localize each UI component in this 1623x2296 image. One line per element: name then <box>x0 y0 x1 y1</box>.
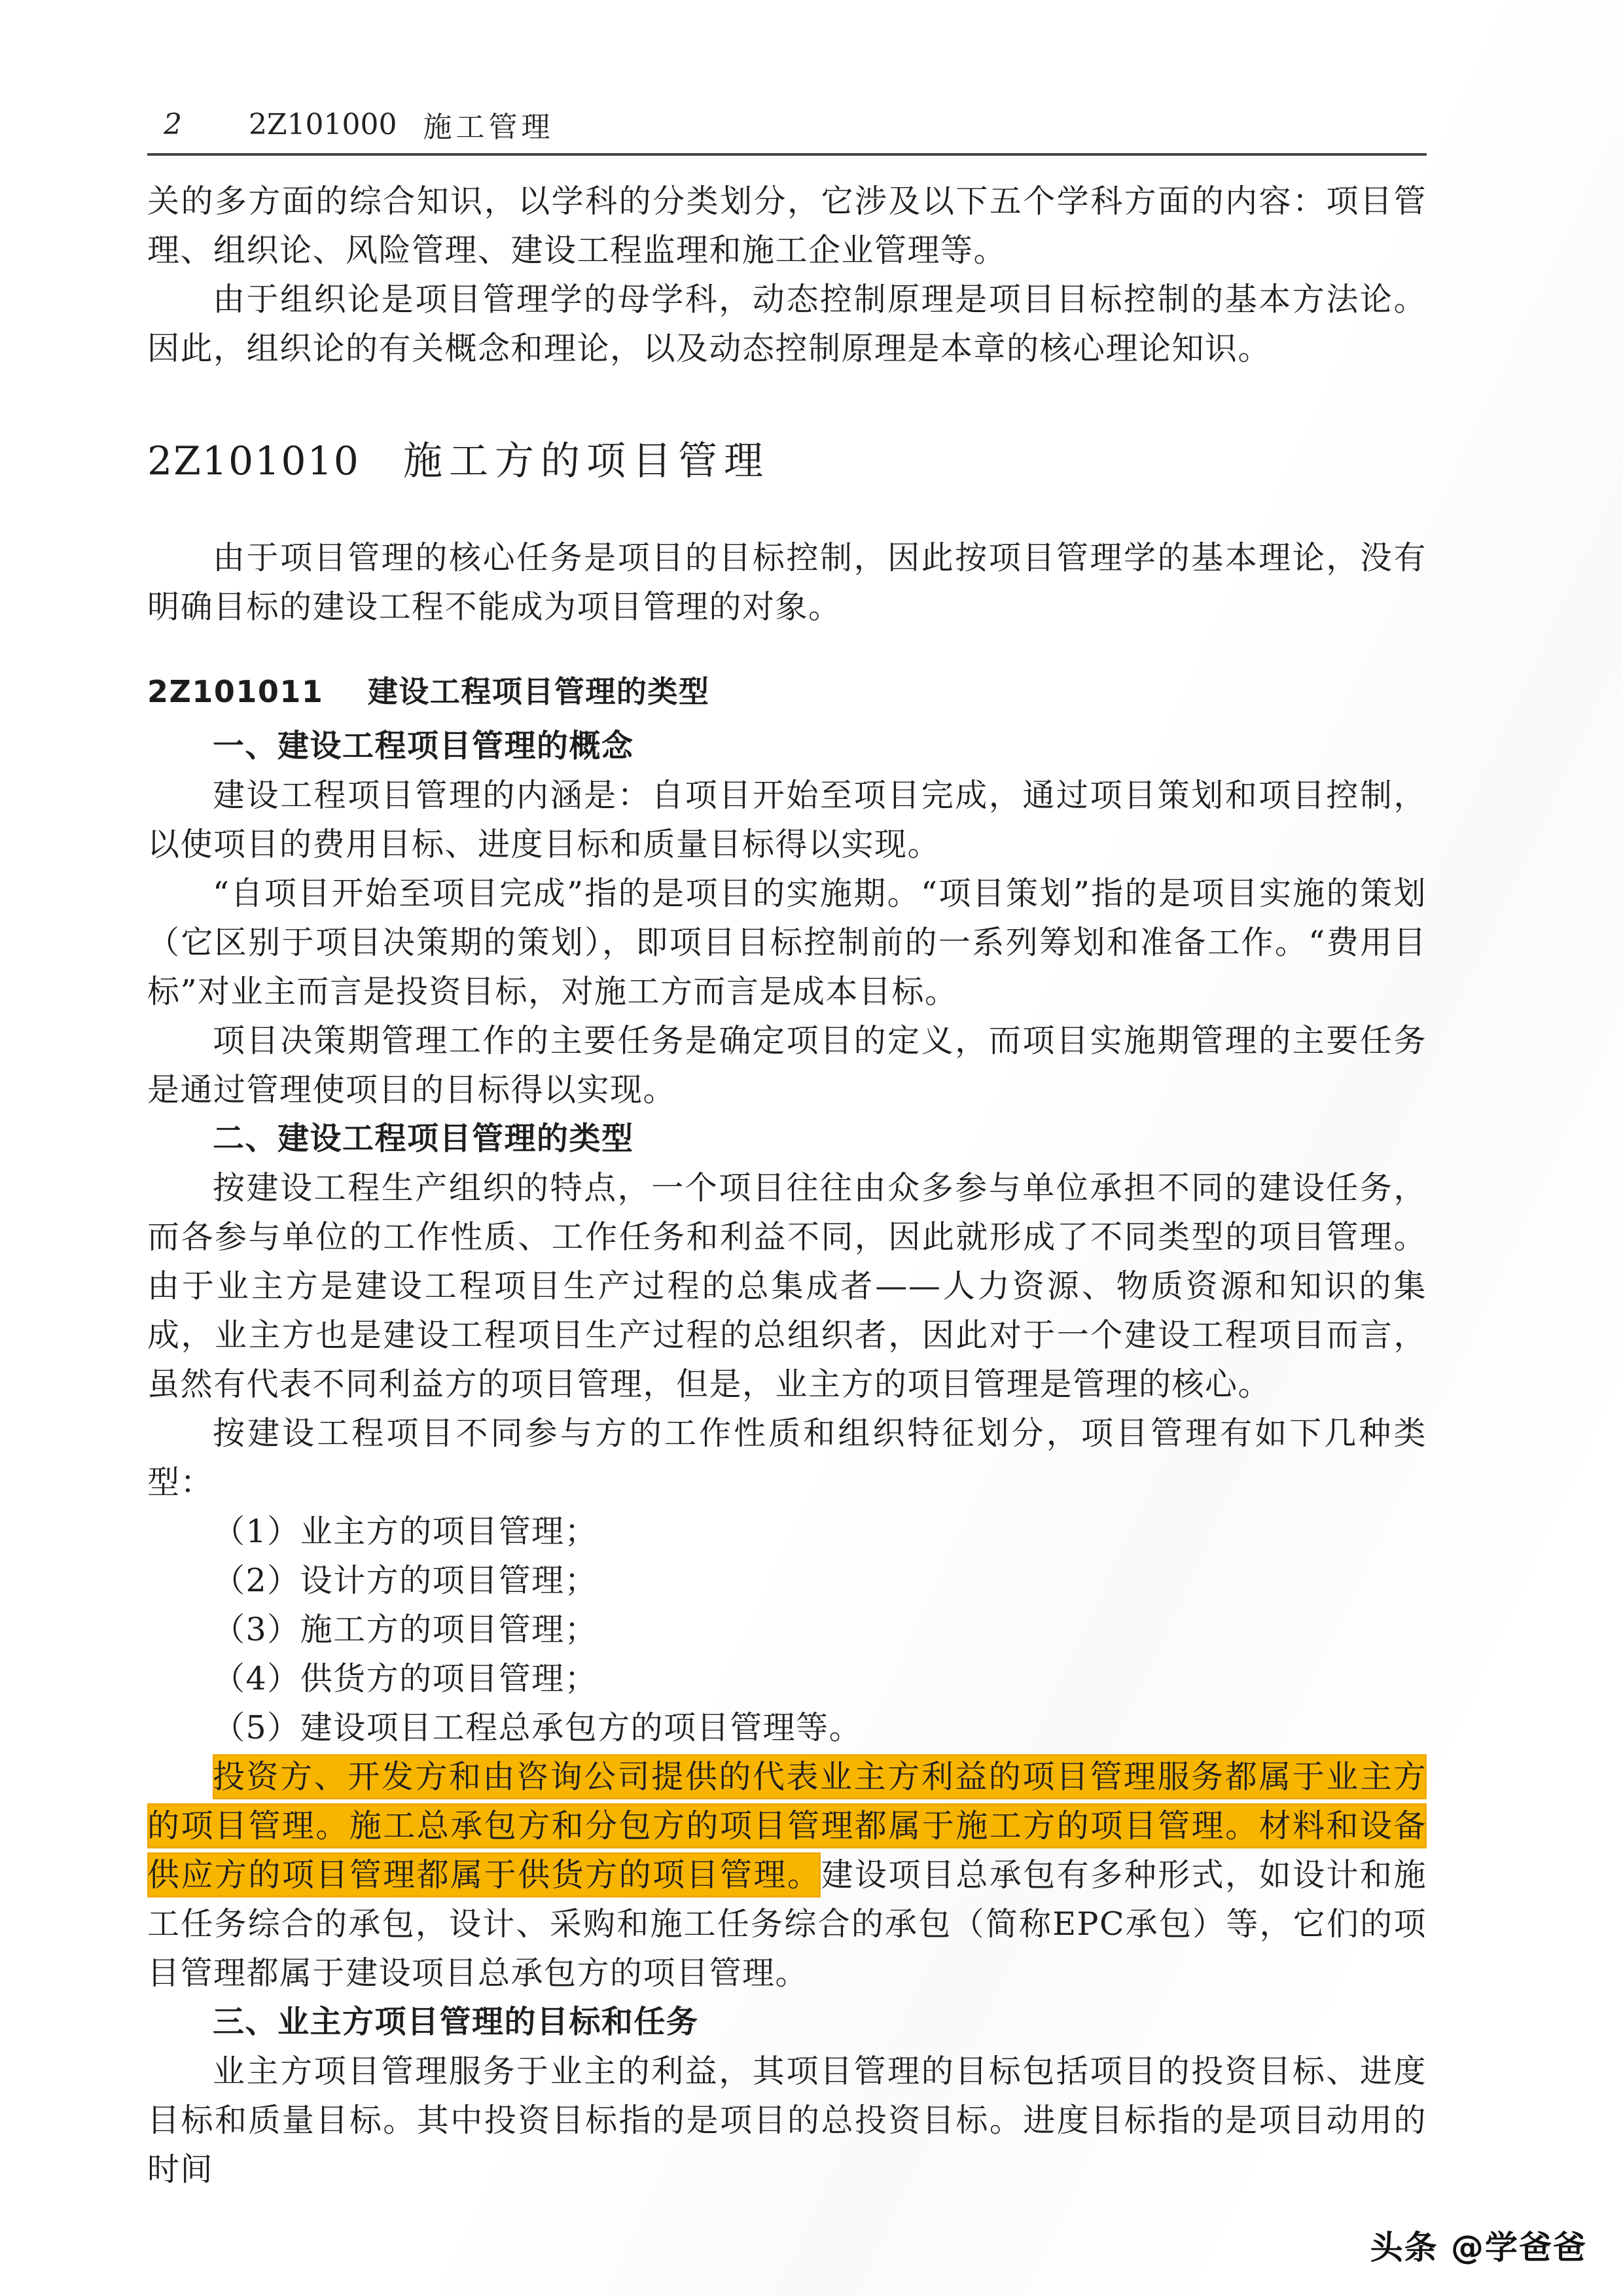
chapter-code: 2Z101000 <box>249 107 397 141</box>
type-list-item: （3）施工方的项目管理； <box>213 1611 598 1648</box>
part2-paragraph: 按建设工程生产组织的特点，一个项目往往由众多参与单位承担不同的建设任务，而各参与单位的工作性质、工作任务和利益不同，因此就形成了不同类型的项目管理。由于业主方是建设工程项目生产过程的总集成者——人力资源、物质资源和知识的集成，业主方也是建设工程项目生产过程的总组织者，因此对于一个建设工程项目而言，虽然有代表不同利益方的项目管理，但是，业主方的项目管理是管理的核心。 <box>147 1169 1427 1403</box>
paragraph-continuation: 建设项目总承包有多种形式，如设计和施工任务综合的承包，设计、采购和施工任务综合的承包（简称EPC承包）等，它们的项目管理都属于建设项目总承包方的项目管理。 <box>147 1856 1427 1992</box>
highlighted-paragraph <box>147 1752 1427 1998</box>
part1-paragraph: “自项目开始至项目完成”指的是项目的实施期。“项目策划”指的是项目实施的策划（它区别于项目决策期的策划），即项目目标控制前的一系列筹划和准备工作。“费用目标”对业主而言是投资目标，对施工方而言是成本目标。 <box>147 875 1427 1010</box>
page-number: 2 <box>164 107 182 141</box>
intro-paragraph-2: 由于组织论是项目管理学的母学科，动态控制原理是项目目标控制的基本方法论。因此，组织论的有关概念和理论，以及动态控制原理是本章的核心理论知识。 <box>147 281 1427 367</box>
section-title: 施工方的项目管理 <box>402 438 770 484</box>
chapter-title: 施工管理 <box>423 111 554 144</box>
subsection-code: 2Z101011 <box>147 674 324 709</box>
running-header <box>164 98 1427 150</box>
section-heading <box>147 435 1427 487</box>
section-code: 2Z101010 <box>147 438 360 484</box>
subsection-title: 建设工程项目管理的类型 <box>367 674 710 709</box>
type-list-item: （4）供货方的项目管理； <box>213 1660 598 1697</box>
subsection-heading <box>147 667 1427 716</box>
type-list-item: （5）建设项目工程总承包方的项目管理等。 <box>213 1709 863 1746</box>
part3-heading: 三、业主方项目管理的目标和任务 <box>213 2004 699 2040</box>
part2-paragraph: 按建设工程项目不同参与方的工作性质和组织特征划分，项目管理有如下几种类型： <box>147 1415 1427 1501</box>
part1-paragraph: 项目决策期管理工作的主要任务是确定项目的定义，而项目实施期管理的主要任务是通过管理使项目的目标得以实现。 <box>147 1022 1427 1108</box>
intro-paragraph-1: 关的多方面的综合知识，以学科的分类划分，它涉及以下五个学科方面的内容：项目管理、组织论、风险管理、建设工程监理和施工企业管理等。 <box>147 183 1427 269</box>
part3-paragraph: 业主方项目管理服务于业主的利益，其项目管理的目标包括项目的投资目标、进度目标和质量目标。其中投资目标指的是项目的总投资目标。进度目标指的是项目动用的时间 <box>147 2053 1427 2188</box>
page-body <box>147 177 1427 2194</box>
header-divider <box>147 153 1427 156</box>
type-list-item: （2）设计方的项目管理； <box>213 1562 598 1599</box>
type-list-item: （1）业主方的项目管理； <box>213 1513 598 1550</box>
section-intro: 由于项目管理的核心任务是项目的目标控制，因此按项目管理学的基本理论，没有明确目标的建设工程不能成为项目管理的对象。 <box>147 539 1427 626</box>
part1-heading: 一、建设工程项目管理的概念 <box>213 728 634 764</box>
highlighted-text: 投资方、开发方和由咨询公司提供的代表业主方利益的项目管理服务都属于业主方的项目管理。施工总承包方和分包方的项目管理都属于施工方的项目管理。材料和设备供应方的项目管理都属于供货方的项目管理。 <box>147 1754 1427 1898</box>
part1-paragraph: 建设工程项目管理的内涵是：自项目开始至项目完成，通过项目策划和项目控制，以使项目的费用目标、进度目标和质量目标得以实现。 <box>147 777 1427 863</box>
watermark: 头条 @学爸爸 <box>1370 2229 1587 2267</box>
part2-heading: 二、建设工程项目管理的类型 <box>213 1120 634 1157</box>
